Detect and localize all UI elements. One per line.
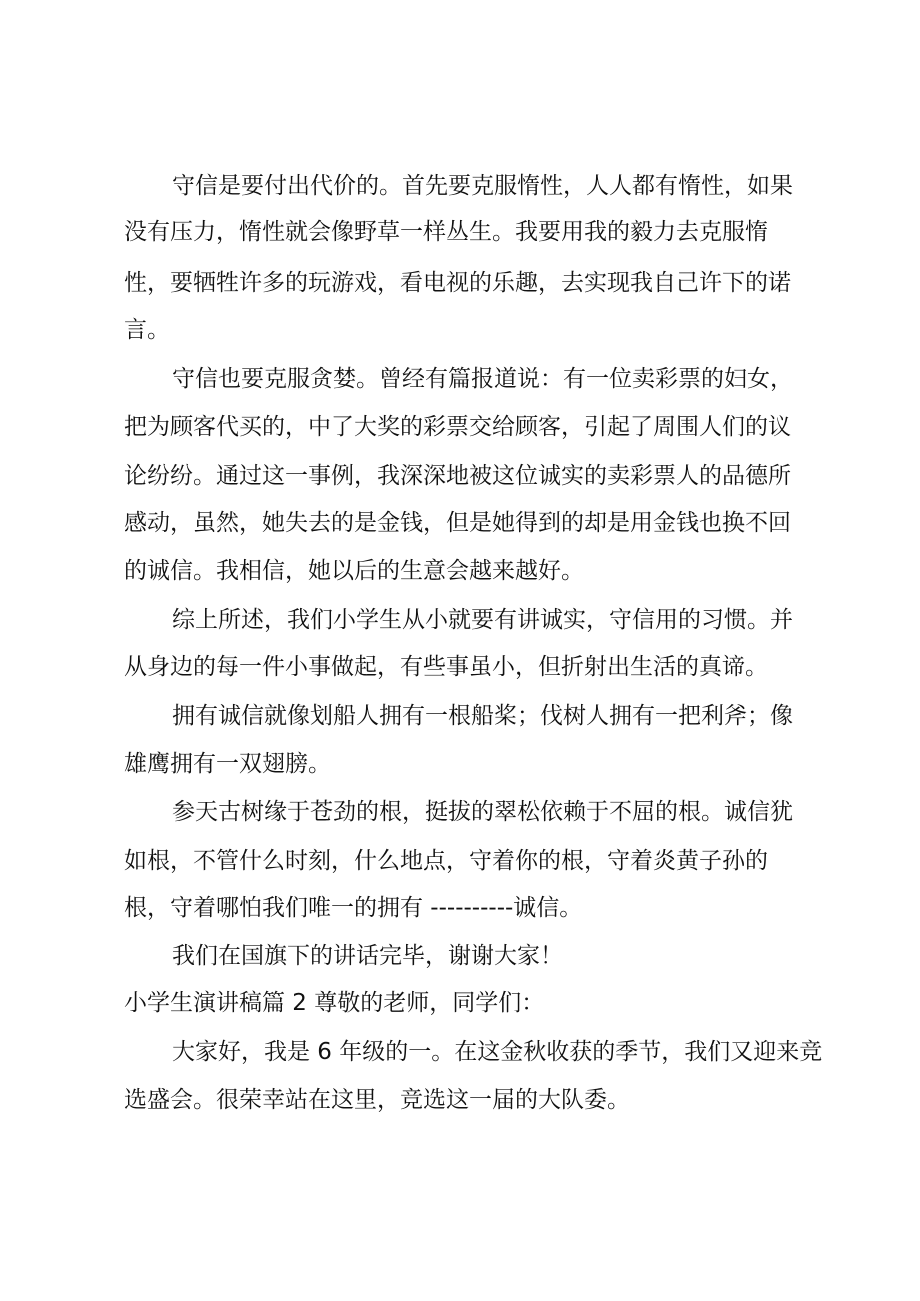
- paragraph-1-line-2: 没有压力，惰性就会像野草一样丛生。我要用我的毅力去克服惰: [124, 219, 768, 245]
- paragraph-3-line-1: 综上所述，我们小学生从小就要有讲诚实，守信用的习惯。并: [172, 607, 793, 633]
- section-heading: 小学生演讲稿篇 2 尊敬的老师，同学们：: [124, 990, 545, 1016]
- paragraph-1-line-4: 言。: [124, 317, 170, 343]
- paragraph-1-line-3: 性，要牺牲许多的玩游戏，看电视的乐趣，去实现我自己许下的诺: [124, 270, 791, 296]
- paragraph-4-line-1: 拥有诚信就像划船人拥有一根船桨；伐树人拥有一把利斧；像: [172, 703, 793, 729]
- paragraph-6-line-1: 大家好，我是 6 年级的一。在这金秋收获的季节，我们又迎来竞: [172, 1039, 823, 1065]
- paragraph-6-line-2: 选盛会。很荣幸站在这里，竞选这一届的大队委。: [124, 1087, 630, 1113]
- paragraph-2-line-1: 守信也要克服贪婪。曾经有篇报道说：有一位卖彩票的妇女，: [172, 366, 793, 392]
- paragraph-2-line-2: 把为顾客代买的，中了大奖的彩票交给顾客，引起了周围人们的议: [124, 414, 791, 440]
- closing-remark: 我们在国旗下的讲话完毕，谢谢大家！: [172, 943, 563, 969]
- paragraph-3-line-2: 从身边的每一件小事做起，有些事虽小，但折射出生活的真谛。: [124, 654, 768, 680]
- paragraph-1-line-1: 守信是要付出代价的。首先要克服惰性，人人都有惰性，如果: [172, 173, 793, 199]
- paragraph-4-line-2: 雄鹰拥有一双翅膀。: [124, 751, 331, 777]
- paragraph-2-line-3: 论纷纷。通过这一事例，我深深地被这位诚实的卖彩票人的品德所: [124, 463, 791, 489]
- paragraph-5-line-3: 根，守着哪怕我们唯一的拥有 ----------诚信。: [124, 895, 583, 921]
- paragraph-2-line-5: 的诚信。我相信，她以后的生意会越来越好。: [124, 558, 584, 584]
- paragraph-2-line-4: 感动，虽然，她失去的是金钱，但是她得到的却是用金钱也换不回: [124, 510, 791, 536]
- paragraph-5-line-1: 参天古树缘于苍劲的根，挺拔的翠松依赖于不屈的根。诚信犹: [172, 799, 793, 825]
- paragraph-5-line-2: 如根，不管什么时刻，什么地点，守着你的根，守着炎黄子孙的: [124, 848, 768, 874]
